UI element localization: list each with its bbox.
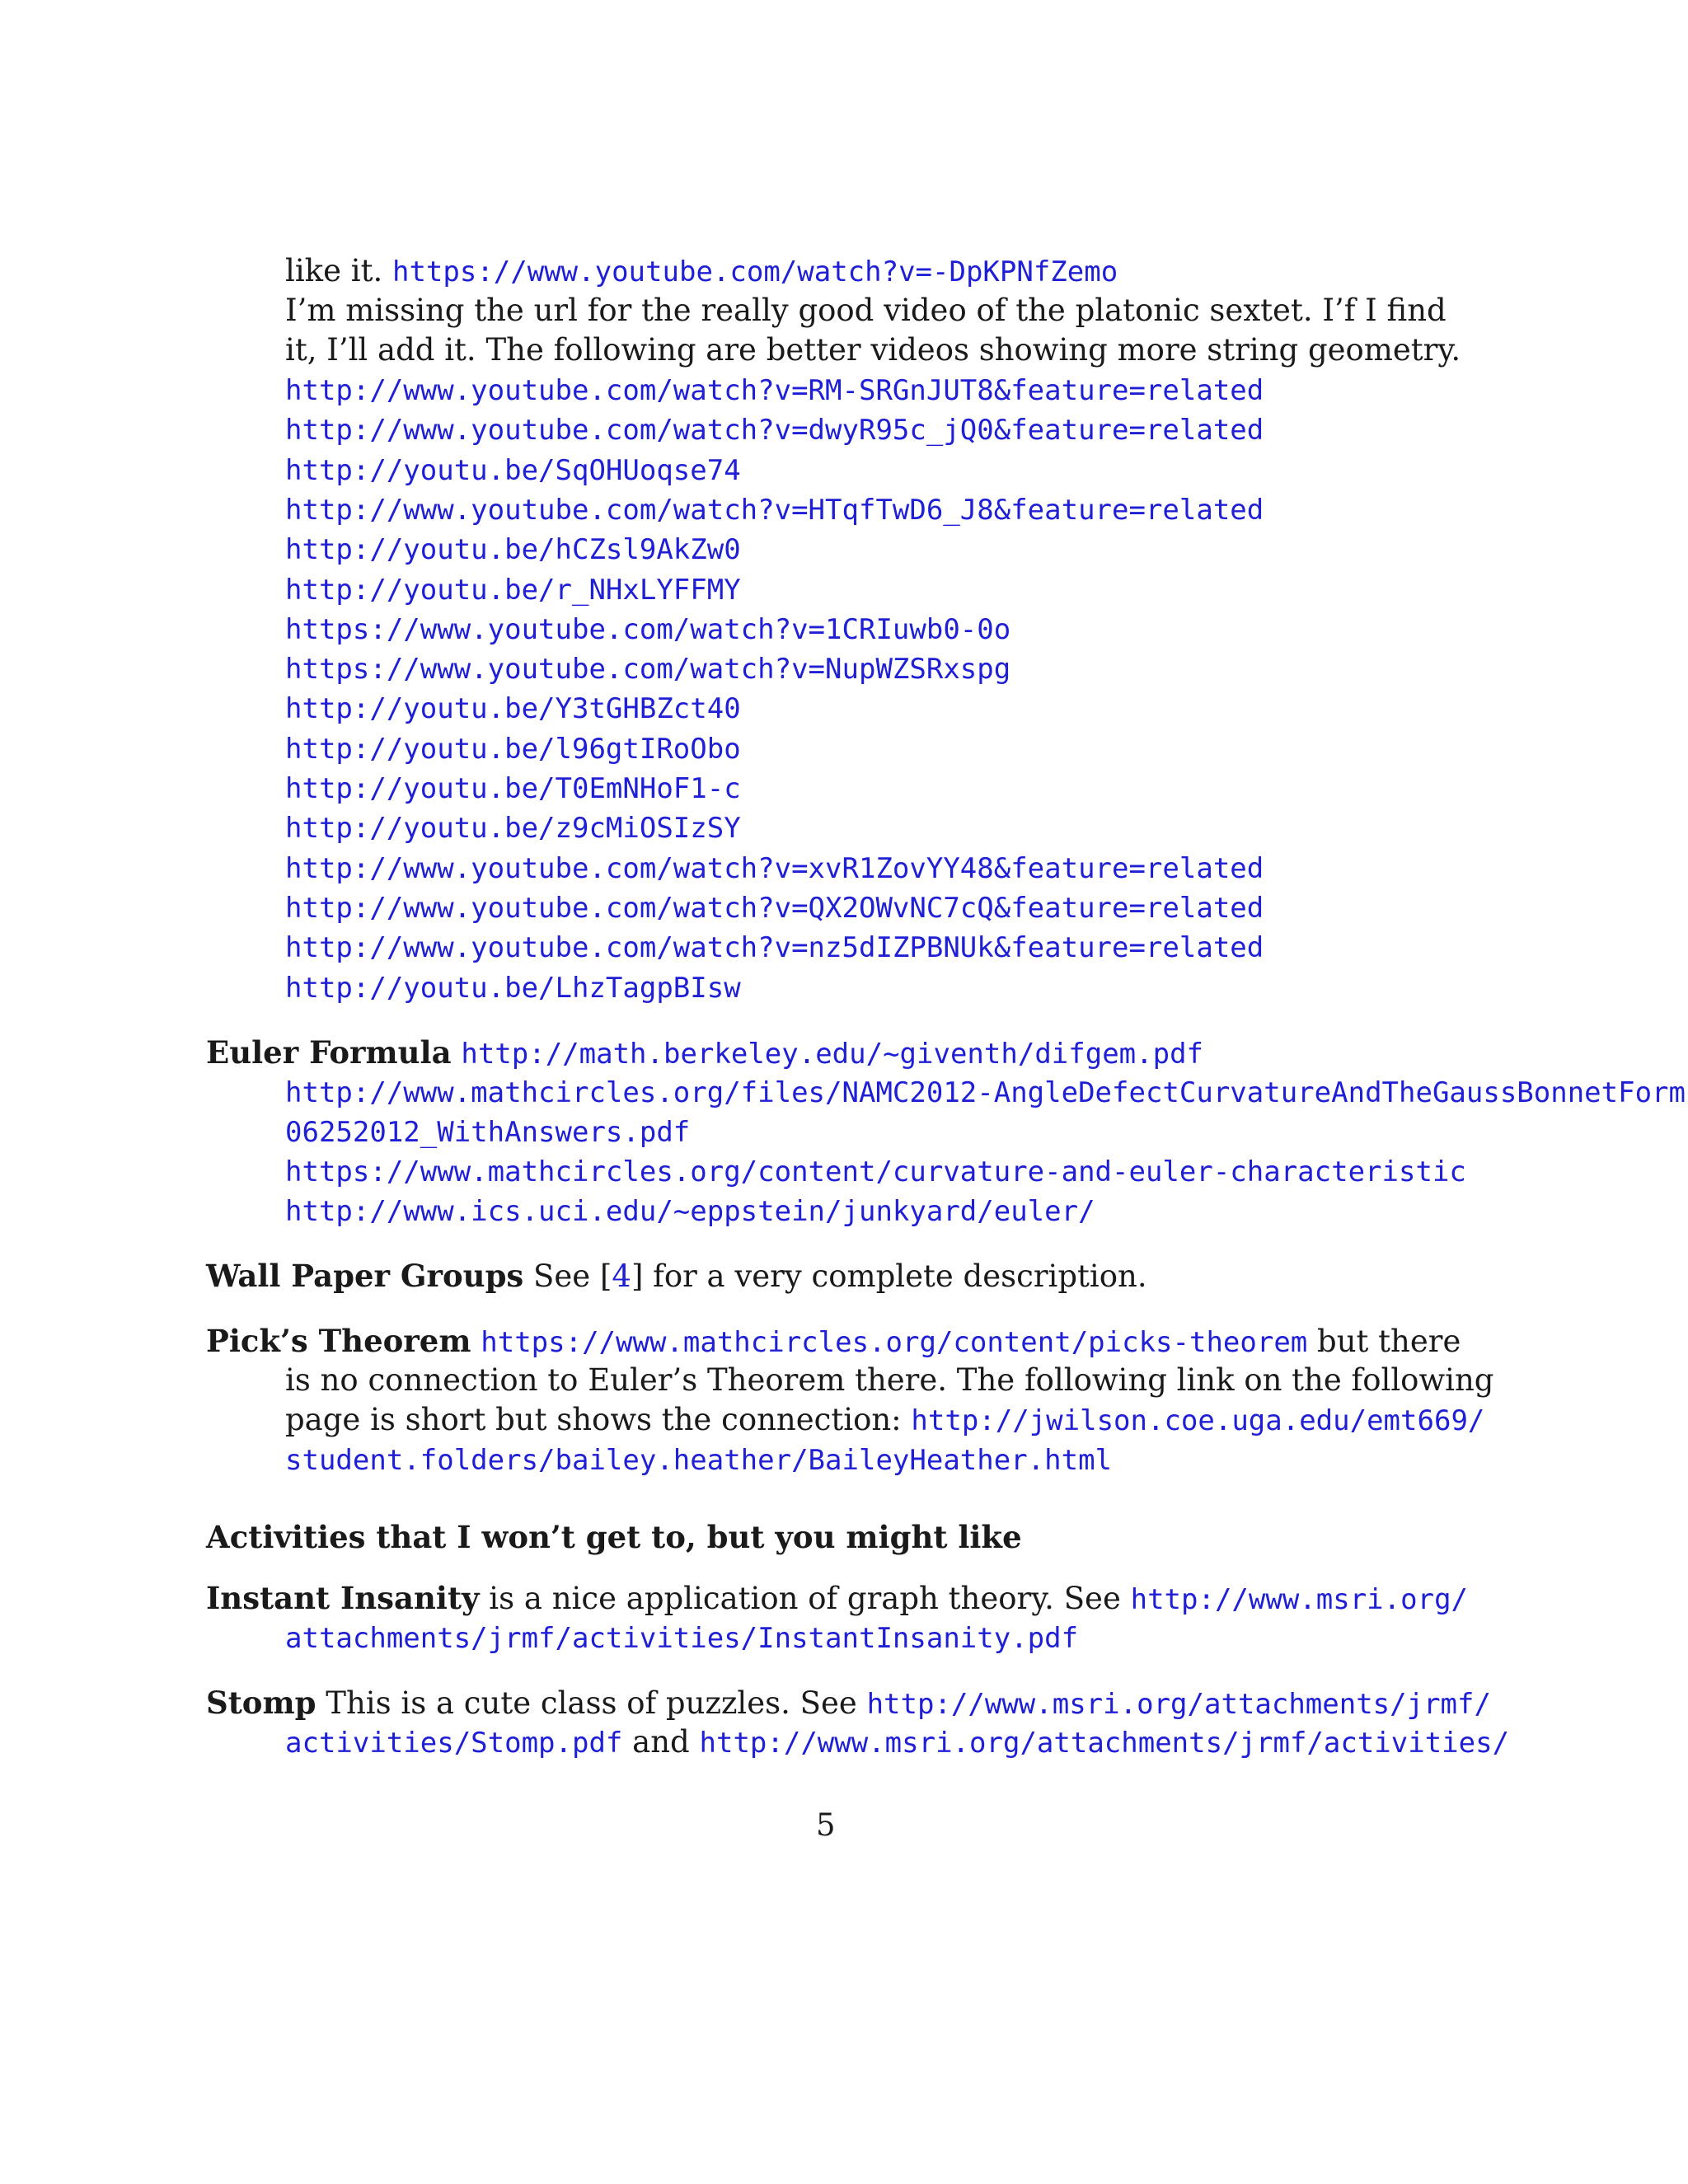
- pick-link[interactable]: student.folders/bailey.heather/BaileyHeather.html: [285, 1444, 1113, 1477]
- body-text: page is short but shows the connection:: [285, 1402, 912, 1437]
- video-link[interactable]: http://youtu.be/T0EmNHoF1-c: [285, 772, 741, 805]
- wallpaper-entry: [206, 1256, 1147, 1296]
- list-item: [285, 569, 741, 609]
- video-link[interactable]: http://youtu.be/Y3tGHBZct40: [285, 692, 741, 725]
- entry-term: Stomp: [206, 1685, 316, 1721]
- video-link[interactable]: http://www.youtube.com/watch?v=xvR1ZovYY48&feature=related: [285, 852, 1264, 885]
- video-link[interactable]: https://www.youtube.com/watch?v=NupWZSRxspg: [285, 653, 1011, 686]
- stomp-link[interactable]: http://www.msri.org/attachments/jrmf/activities/: [699, 1727, 1510, 1760]
- body-text: like it.: [285, 253, 392, 288]
- body-text: ] for a very complete description.: [631, 1258, 1147, 1294]
- list-item: [285, 529, 741, 569]
- euler-link[interactable]: https://www.mathcircles.org/content/curvature-and-euler-characteristic: [285, 1155, 1466, 1188]
- pick-link[interactable]: http://jwilson.coe.uga.edu/emt669/: [911, 1404, 1485, 1437]
- insanity-link[interactable]: http://www.msri.org/: [1130, 1583, 1469, 1616]
- stomp-entry: [206, 1683, 1491, 1722]
- body-text: and: [622, 1724, 700, 1760]
- pick-line: [285, 1400, 1485, 1440]
- list-item: [285, 808, 741, 847]
- body-text: I’m missing the url for the really good video of the platonic sextet. I’f I find: [285, 293, 1447, 328]
- video-link[interactable]: http://www.youtube.com/watch?v=QX2OWvNC7cQ&feature=related: [285, 892, 1264, 925]
- list-item: [285, 848, 1264, 888]
- video-link[interactable]: http://youtu.be/LhzTagpBIsw: [285, 972, 741, 1005]
- body-text: is no connection to Euler’s Theorem there. The following link on the following: [285, 1362, 1494, 1398]
- entry-term: Euler Formula: [206, 1034, 452, 1071]
- video-link[interactable]: http://youtu.be/z9cMiOSIzSY: [285, 812, 741, 845]
- pick-entry: [206, 1321, 1461, 1361]
- list-item: [285, 927, 1264, 967]
- video-link[interactable]: http://www.youtube.com/watch?v=nz5dIZPBNUk&feature=related: [285, 931, 1264, 964]
- euler-link[interactable]: http://www.ics.uci.edu/~eppstein/junkyard/euler/: [285, 1195, 1095, 1228]
- pick-link[interactable]: https://www.mathcircles.org/content/picks-theorem: [481, 1326, 1308, 1359]
- section-heading: Activities that I won’t get to, but you might like: [206, 1519, 1022, 1555]
- list-item: [285, 688, 741, 728]
- list-item: [285, 968, 741, 1007]
- insanity-entry: [206, 1578, 1469, 1618]
- body-text: but there: [1307, 1324, 1461, 1359]
- continuation-line: [285, 251, 1118, 291]
- video-link[interactable]: https://www.youtube.com/watch?v=-DpKPNfZemo: [392, 255, 1118, 288]
- list-item: [285, 729, 741, 768]
- list-item: [285, 888, 1264, 927]
- stomp-link-line: [285, 1722, 1509, 1762]
- list-item: [285, 609, 1010, 649]
- euler-link[interactable]: http://math.berkeley.edu/~giventh/difgem.pdf: [461, 1038, 1204, 1071]
- stomp-link[interactable]: http://www.msri.org/attachments/jrmf/: [866, 1688, 1491, 1721]
- list-item: [285, 370, 1264, 410]
- page-number: 5: [816, 1807, 836, 1843]
- entry-term: Pick’s Theorem: [206, 1323, 471, 1359]
- stomp-link[interactable]: activities/Stomp.pdf: [285, 1727, 623, 1760]
- list-item: [285, 490, 1264, 529]
- citation-link[interactable]: 4: [612, 1258, 631, 1294]
- list-item: [285, 649, 1010, 688]
- euler-link-line: [285, 1072, 1686, 1112]
- video-link[interactable]: http://youtu.be/r_NHxLYFFMY: [285, 574, 741, 607]
- euler-link-line: [285, 1191, 1095, 1230]
- list-item: [285, 410, 1264, 449]
- euler-entry: [206, 1033, 1203, 1072]
- insanity-link[interactable]: attachments/jrmf/activities/InstantInsanity.pdf: [285, 1622, 1079, 1655]
- body-text: This is a cute class of puzzles. See: [316, 1685, 867, 1721]
- body-text: it, I’ll add it. The following are better videos showing more string geometry.: [285, 332, 1461, 368]
- video-link[interactable]: http://www.youtube.com/watch?v=dwyR95c_jQ0&feature=related: [285, 414, 1264, 447]
- list-item: [285, 768, 741, 808]
- body-text: is a nice application of graph theory. See: [479, 1581, 1131, 1616]
- insanity-link-line: [285, 1618, 1078, 1657]
- euler-link[interactable]: http://www.mathcircles.org/files/NAMC2012-AngleDefectCurvatureAndTheGaussBonnetForm: [285, 1076, 1686, 1109]
- pick-link-line: [285, 1440, 1112, 1479]
- euler-link[interactable]: 06252012_WithAnswers.pdf: [285, 1116, 691, 1149]
- entry-term: Wall Paper Groups: [206, 1258, 524, 1294]
- video-link[interactable]: https://www.youtube.com/watch?v=1CRIuwb0-0o: [285, 613, 1011, 646]
- body-text: See [: [533, 1258, 612, 1294]
- entry-term: Instant Insanity: [206, 1580, 480, 1616]
- video-link[interactable]: http://youtu.be/hCZsl9AkZw0: [285, 533, 741, 566]
- video-link[interactable]: http://www.youtube.com/watch?v=HTqfTwD6_J8&feature=related: [285, 494, 1264, 527]
- euler-link-line: [285, 1151, 1466, 1191]
- video-link[interactable]: http://www.youtube.com/watch?v=RM-SRGnJUT8&feature=related: [285, 374, 1264, 407]
- list-item: [285, 450, 741, 490]
- video-link[interactable]: http://youtu.be/l96gtIRoObo: [285, 733, 741, 766]
- video-link[interactable]: http://youtu.be/SqOHUoqse74: [285, 454, 741, 487]
- euler-link-line: [285, 1112, 690, 1151]
